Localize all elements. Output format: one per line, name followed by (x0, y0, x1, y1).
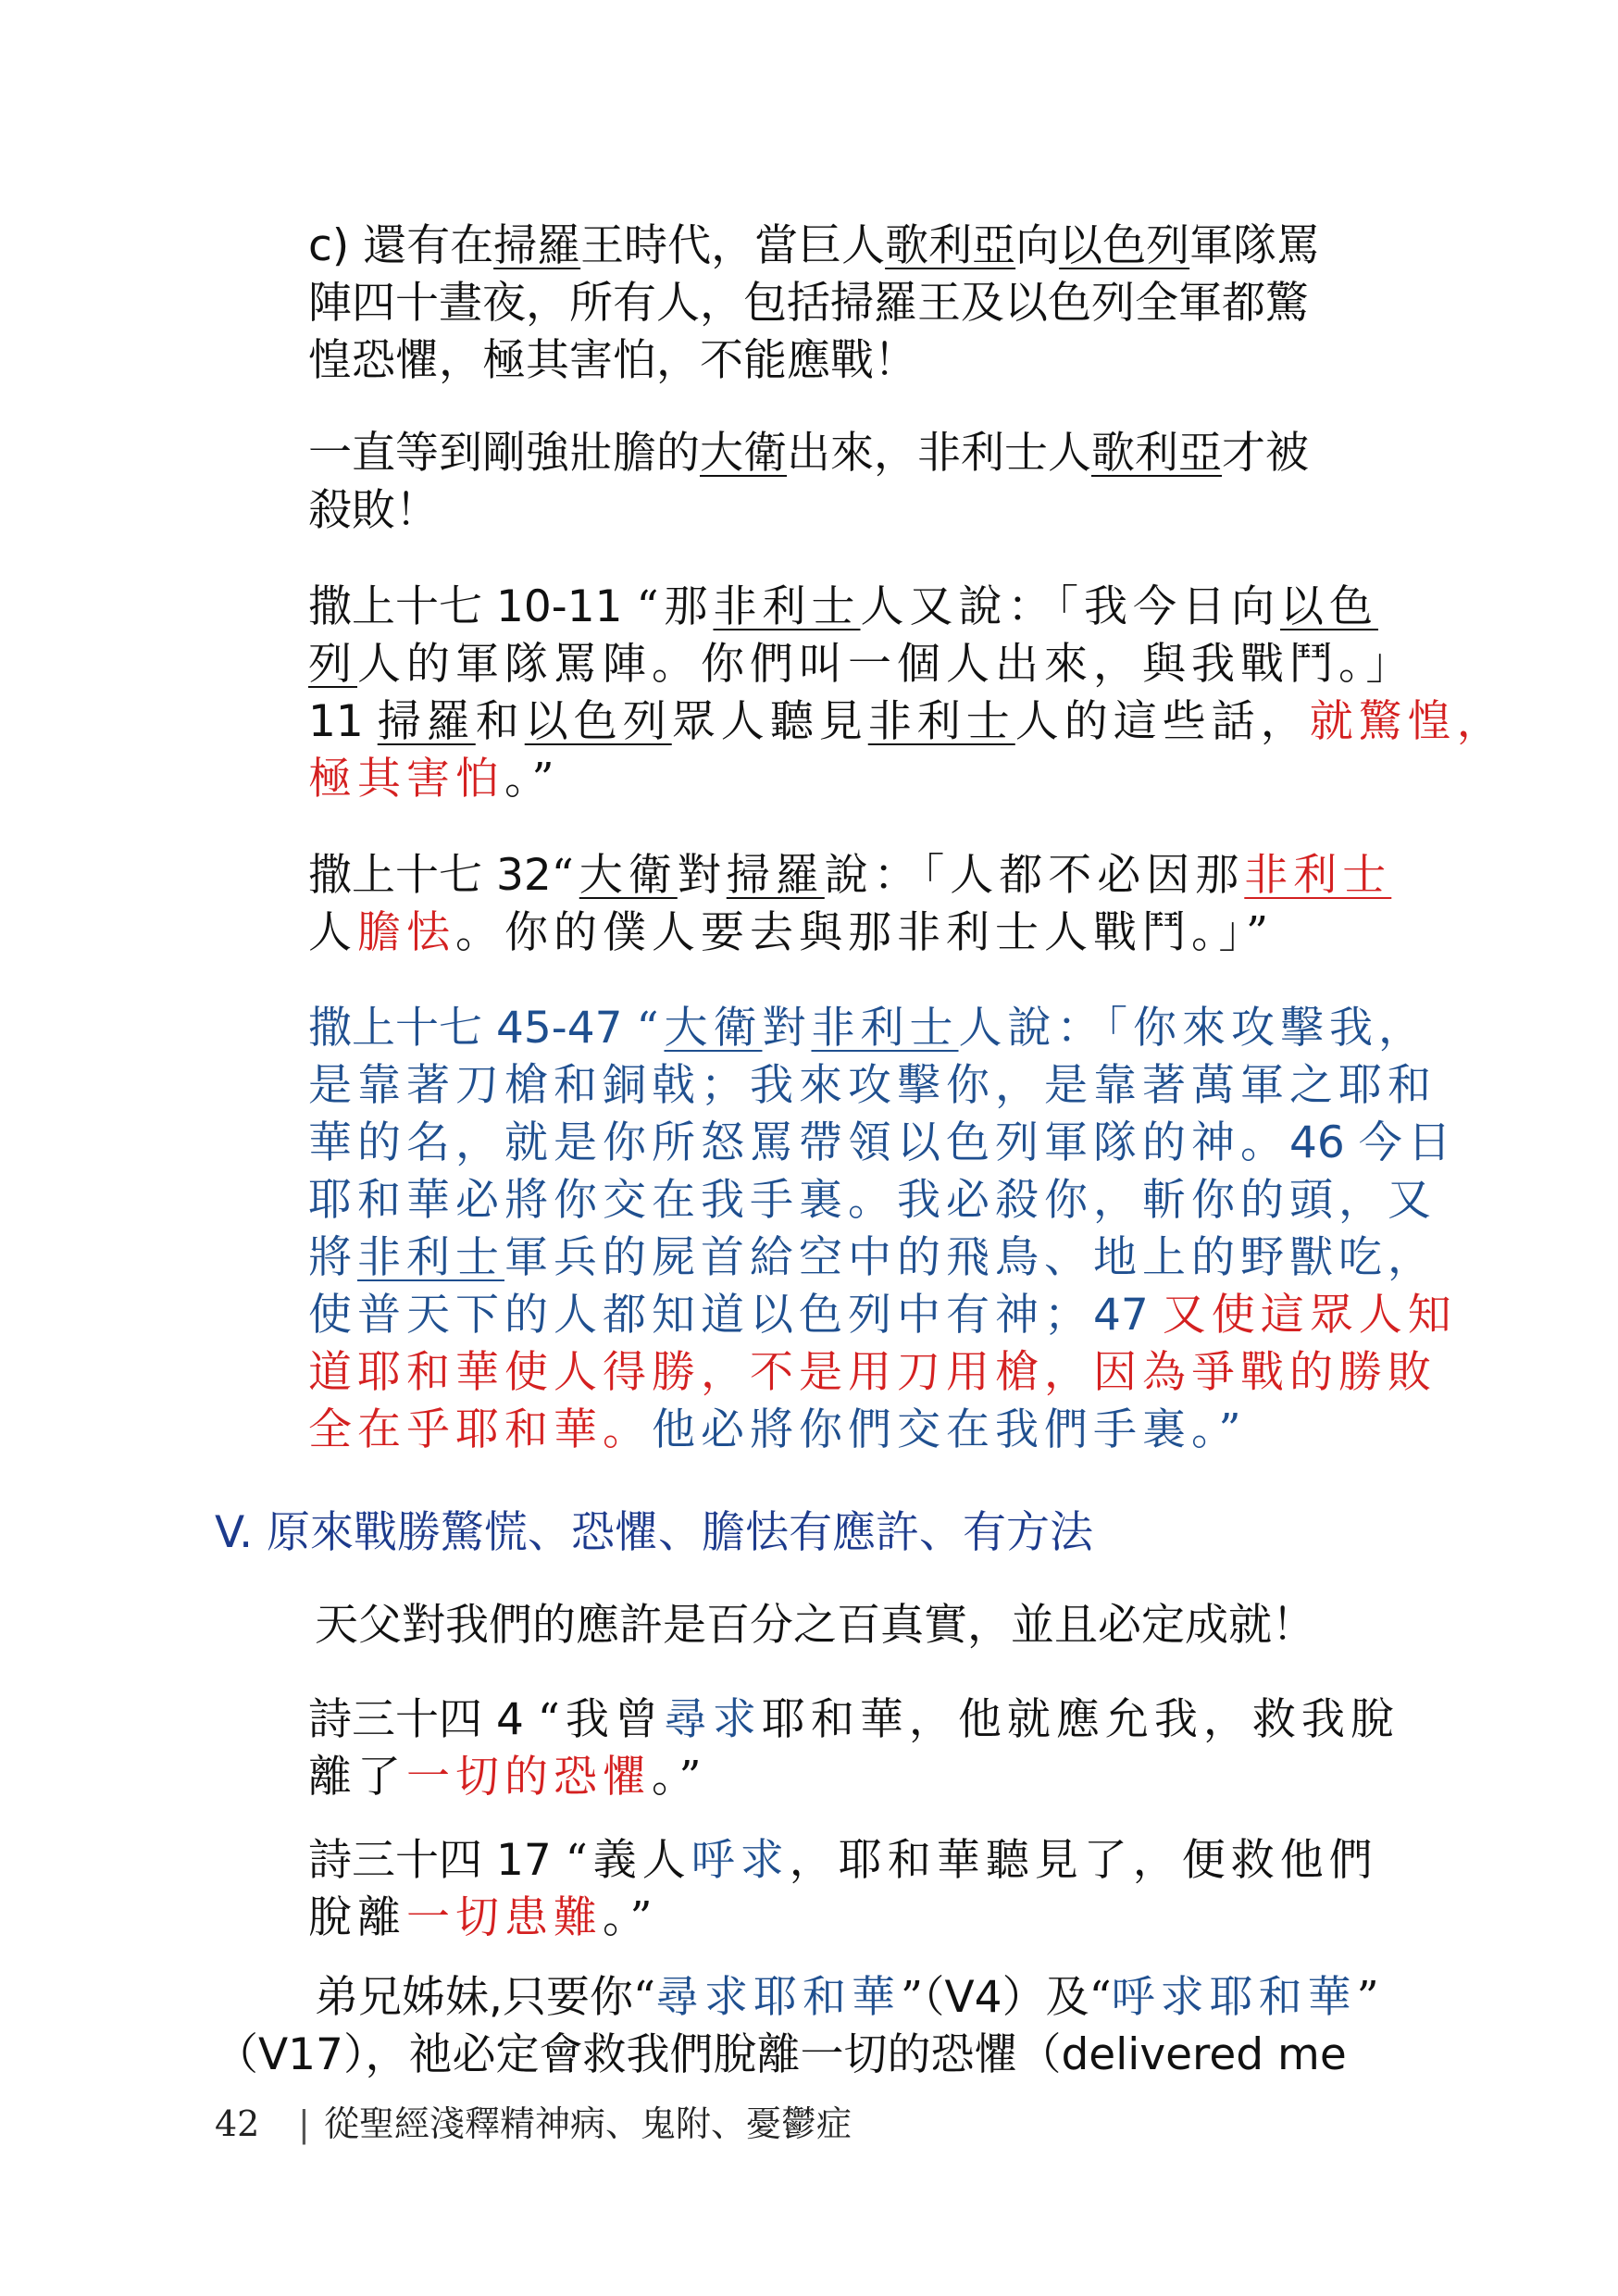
para-david-line-2: 殺敗！ (308, 485, 439, 536)
promise-text: 天父對我們的應許是百分之百真實，並且必定成就！ (315, 1600, 1315, 1651)
verse1-line-3: 11 掃羅和以色列眾人聽見非利士人的這些話，就驚惶， (308, 696, 1506, 747)
book-title: 從聖經淺釋精神病、鬼附、憂鬱症 (324, 2103, 853, 2144)
name-saul: 掃羅 (493, 220, 581, 271)
verse1-line-2: 列人的軍隊罵陣。你們叫一個人出來，與我戰鬥。」 (308, 639, 1415, 690)
verse1-line-4: 極其害怕。” (308, 754, 560, 805)
section-heading: V. 原來戰勝驚慌、恐懼、膽怯有應許、有方法 (215, 1507, 1093, 1558)
psalm2-line-1: 詩三十四 17 “義人呼求，耶和華聽見了，便救他們 (308, 1835, 1378, 1886)
name-goliath: 歌利亞 (1091, 428, 1222, 479)
verse3-line-2: 是靠著刀槍和銅戟；我來攻擊你，是靠著萬軍之耶和 (308, 1060, 1437, 1111)
para-c-line-3: 惶恐懼，極其害怕，不能應戰！ (308, 335, 917, 386)
verse3-line-5: 將非利士軍兵的屍首給空中的飛鳥、地上的野獸吃， (308, 1232, 1437, 1283)
verse3-line-7: 道耶和華使人得勝，不是用刀用槍，因為爭戰的勝敗 (308, 1347, 1437, 1398)
verse-reference: 撒上十七 (308, 850, 482, 901)
verse3-line-6: 使普天下的人都知道以色列中有神；47 又使這眾人知 (308, 1290, 1457, 1341)
verse3-line-4: 耶和華必將你交在我手裏。我必殺你，斬你的頭，又 (308, 1175, 1437, 1226)
verse2-line-1: 撒上十七 32“大衛對掃羅說：「人都不必因那非利士 (308, 850, 1392, 901)
verse1-line-1: 撒上十七 10-11 “那非利士人又說：「我今日向以色 (308, 581, 1378, 632)
para-c-line-2: 陣四十晝夜，所有人，包括掃羅王及以色列全軍都驚 (308, 278, 1309, 329)
name-goliath: 歌利亞 (885, 220, 1016, 271)
verse2-line-2: 人膽怯。你的僕人要去與那非利士人戰鬥。」” (308, 907, 1275, 958)
footer-separator: | (298, 2103, 310, 2144)
closing-line-2: （V17），祂必定會救我們脫離一切的恐懼（delivered me (215, 2029, 1347, 2080)
para-c-line-1: c) 還有在掃羅王時代，當巨人歌利亞向以色列軍隊罵 (308, 220, 1321, 271)
verse-reference: 詩三十四 (308, 1694, 482, 1745)
verse3-line-3: 華的名，就是你所怒罵帶領以色列軍隊的神。46 今日 (308, 1117, 1457, 1168)
verse-reference: 詩三十四 (308, 1835, 482, 1886)
page-number: 42 (215, 2103, 260, 2144)
closing-line-1: 弟兄姊妹,只要你“尋求耶和華”（V4）及“呼求耶和華” (315, 1972, 1379, 2023)
psalm2-line-2: 脫離一切患難。” (308, 1892, 658, 1943)
name-david: 大衛 (700, 428, 787, 479)
psalm1-line-2: 離了一切的恐懼。” (308, 1752, 707, 1803)
psalm1-line-1: 詩三十四 4 “我曾尋求耶和華，他就應允我，救我脫 (308, 1694, 1400, 1745)
verse-reference: 撒上十七 (308, 581, 482, 632)
verse3-line-1: 撒上十七 45-47 “大衛對非利士人說：「你來攻擊我， (308, 1003, 1427, 1054)
para-david-line-1: 一直等到剛強壯膽的大衛出來，非利士人歌利亞才被 (308, 428, 1309, 479)
name-israel: 以色列 (1059, 220, 1190, 271)
verse3-line-8: 全在乎耶和華。他必將你們交在我們手裏。” (308, 1404, 1247, 1455)
verse-reference: 撒上十七 (308, 1003, 482, 1054)
